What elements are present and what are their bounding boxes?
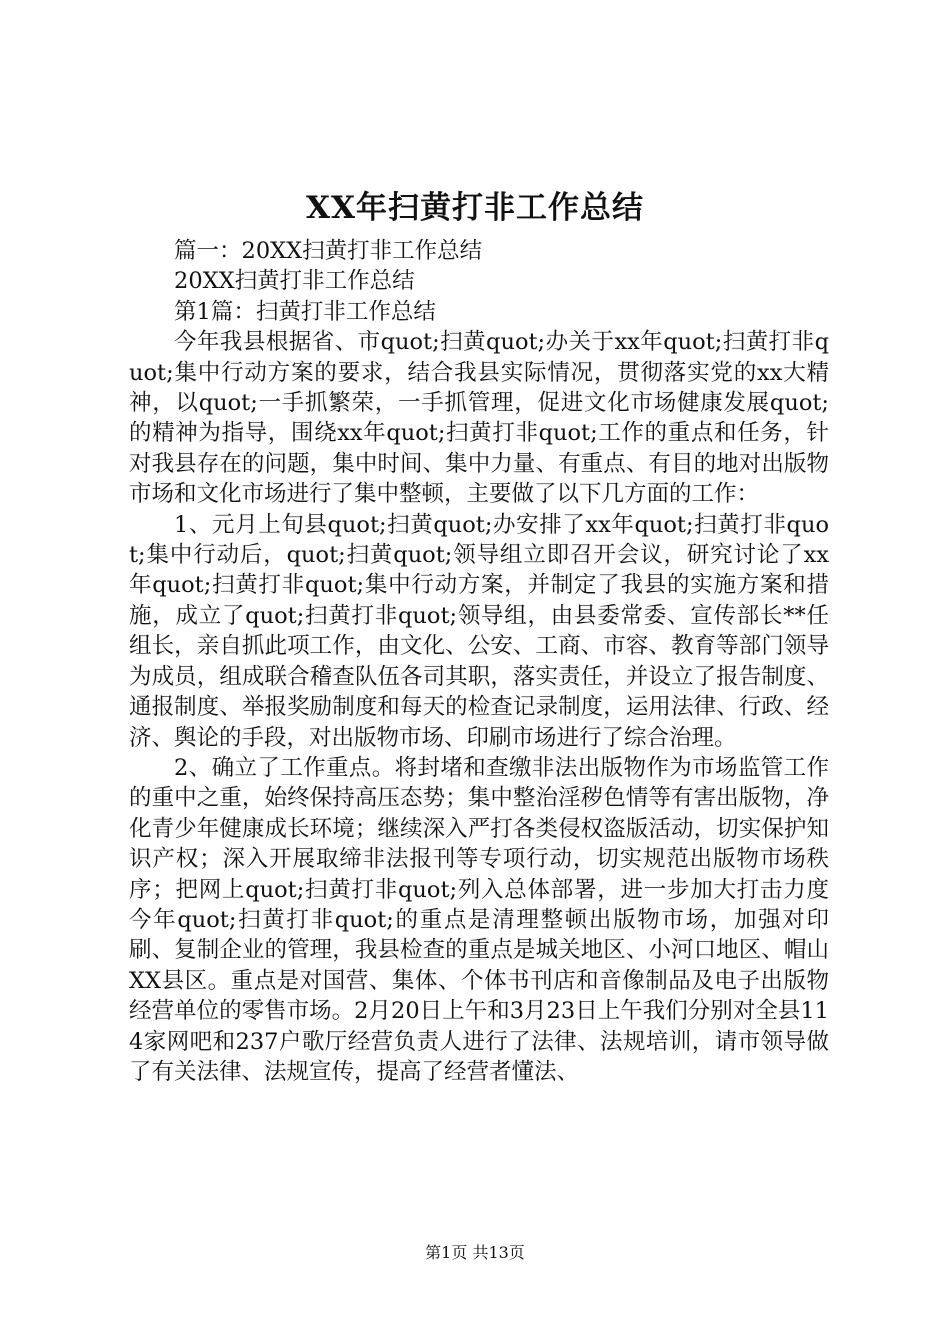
chapter-heading: 第1篇：扫黄打非工作总结	[174, 298, 436, 325]
body-paragraph: 1、元月上旬县quot;扫黄quot;办安排了xx年quot;扫黄打非quot;集中行动后，quot;扫黄quot;领导组立即召开会议，研究讨论了xx年quot;扫黄打非quot;集中行动方案，并制定了我县的实施方案和措施，成立了quot;扫黄打非quot;领导组，由县委常委、宣传部长**任组长，亲自抓此项工作，由文化、公安、工商、市容、教育等部门领导为成员，组成联合稽查队伍各司其职，落实责任，并设立了报告制度、通报制度、举报奖励制度和每天的检查记录制度，运用法律、行政、经济、舆论的手段，对出版物市场、印刷市场进行了综合治理。	[129, 511, 829, 751]
sub-heading: 20XX扫黄打非工作总结	[174, 268, 415, 295]
body-paragraph: 今年我县根据省、市quot;扫黄quot;办关于xx年quot;扫黄打非quot;集中行动方案的要求，结合我县实际情况，贯彻落实党的xx大精神，以quot;一手抓繁荣，一手抓管理，促进文化市场健康发展quot;的精神为指导，围绕xx年quot;扫黄打非quot;工作的重点和任务，针对我县存在的问题，集中时间、集中力量、有重点、有目的地对出版物市场和文化市场进行了集中整顿，主要做了以下几方面的工作：	[129, 329, 829, 508]
document-title: XX年扫黄打非工作总结	[305, 190, 645, 226]
section-heading: 篇一：20XX扫黄打非工作总结	[174, 238, 483, 264]
page-footer: 第1页 共13页	[425, 1243, 525, 1262]
document-body	[129, 236, 829, 1087]
body-paragraph: 2、确立了工作重点。将封堵和查缴非法出版物作为市场监管工作的重中之重，始终保持高压态势；集中整治淫秽色情等有害出版物，净化青少年健康成长环境；继续深入严打各类侵权盗版活动，切实保护知识产权；深入开展取缔非法报刊等专项行动，切实规范出版物市场秩序；把网上quot;扫黄打非quot;列入总体部署，进一步加大打击力度今年quot;扫黄打非quot;的重点是清理整顿出版物市场，加强对印刷、复制企业的管理，我县检查的重点是城关地区、小河口地区、帽山XX县区。重点是对国营、集体、个体书刊店和音像制品及电子出版物经营单位的零售市场。2月20日上午和3月23日上午我们分别对全县114家网吧和237户歌厅经营负责人进行了法律、法规培训，请市领导做了有关法律、法规宣传，提高了经营者懂法、	[129, 754, 829, 1085]
